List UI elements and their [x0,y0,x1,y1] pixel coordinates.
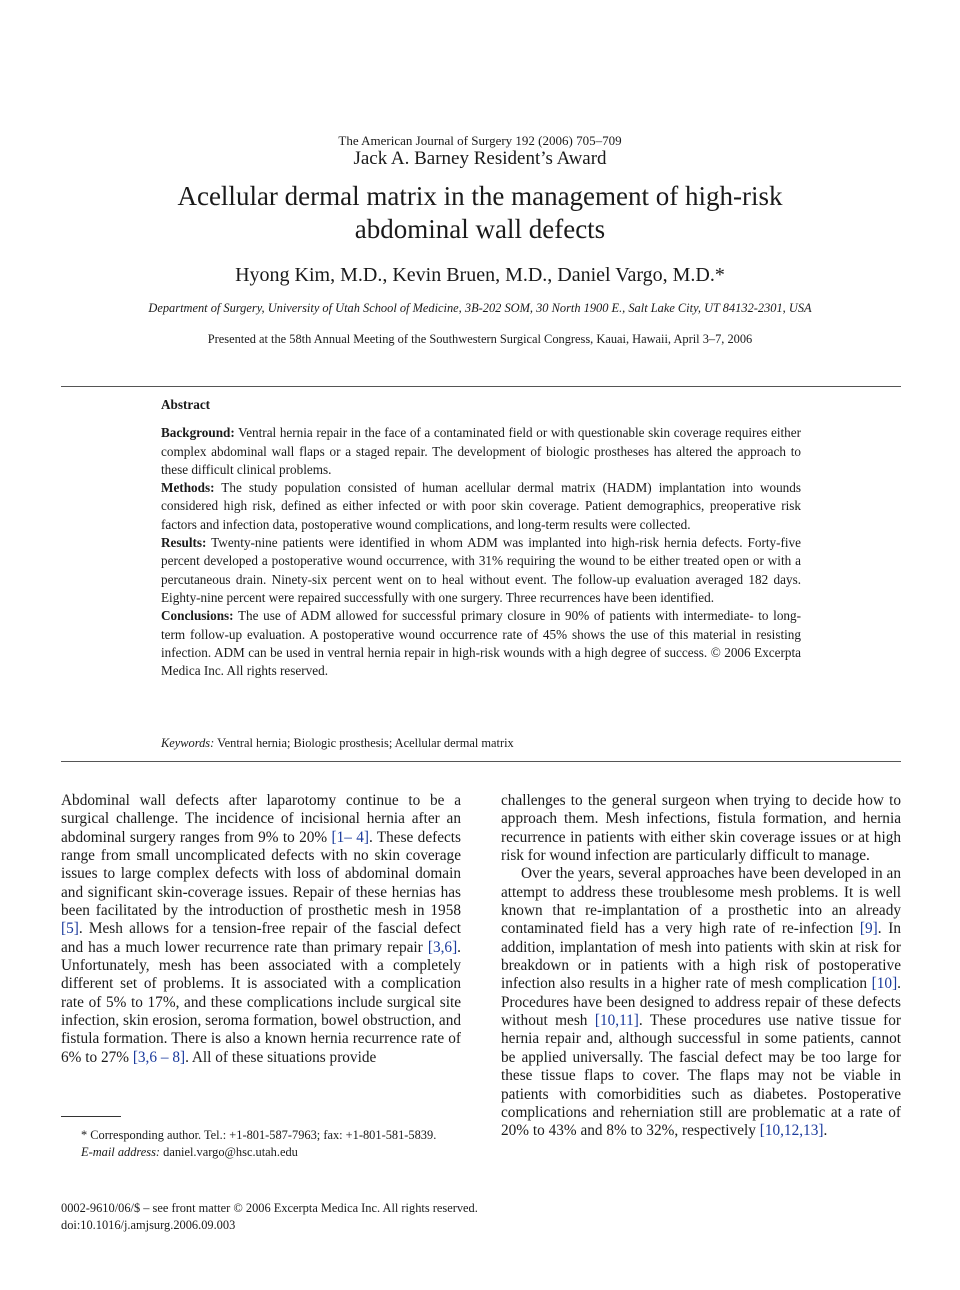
background-label: Background: [161,425,235,441]
citation-link[interactable]: [3,6] [427,938,458,956]
results-text: Twenty-nine patients were identified in whom ADM was implanted into high-risk hernia defects. Forty-five percent developed a postoperative wound occurrence, with 31% requiring the wound to be either treated open or with a percutaneous drain. Ninety-six percent went on to heal without event. The follow-up evaluation averaged 182 days. Eighty-nine percent were repaired successfully with one surgery. Three recurrences have been identified. [161,535,802,605]
top-divider [61,386,901,387]
body-paragraph: challenges to the general surgeon when trying to decide how to approach them. Mesh infections, fistula formation, and hernia recurrence in patients with either skin coverage issues or at high risk for wound infection are particularly difficult to manage. [501,792,901,865]
citation-link[interactable]: [10,12,13] [759,1122,824,1140]
footnote [61,1127,461,1160]
methods-text: The study population consisted of human acellular dermal matrix (HADM) implantation into wounds considered high risk, defined as either infected or with poor skin coverage. Patient demographics, preoperative risk factors and infection data, postoperative wound complications, and long-term results were collected. [161,480,802,532]
article-title-line-2: abdominal wall defects [354,214,606,244]
body-text: . [823,1122,828,1140]
citation-link[interactable]: [10] [871,975,898,993]
copyright-block [61,1200,478,1233]
body-text: . These defects range from small uncomplicated defects with no skin coverage issues to large complex defects with loss of abdominal domain and significant skin-coverage issues. Repair of these hernias has been facilitated by the introduction of prosthetic mesh in 1958 [61,828,461,920]
presentation-note: Presented at the 58th Annual Meeting of the Southwestern Surgical Congress, Kauai, Hawaii, April 3–7, 2006 [207,332,753,346]
body-text: Over the years, several approaches have been developed in an attempt to address these troublesome mesh problems. It is well known that re-implantation of a prosthetic into an already contaminated field has a very high rate of re-infection [501,865,901,938]
abstract-conclusions [161,607,801,680]
citation-link[interactable]: [10,11] [594,1012,639,1030]
abstract-heading: Abstract [161,397,211,412]
body-text: . All of these situations provide [185,1048,377,1066]
article-title-line-1: Acellular dermal matrix in the management of high-risk [177,181,783,211]
results-label: Results: [161,535,207,551]
abstract-background [161,424,801,479]
conclusions-label: Conclusions: [161,608,234,624]
citation-link[interactable]: [1– 4] [331,828,369,846]
email-address[interactable]: daniel.vargo@hsc.utah.edu [163,1144,298,1159]
journal-citation: The American Journal of Surgery 192 (2006) 705–709 [338,133,622,148]
background-text: Ventral hernia repair in the face of a contaminated field or with questionable skin coverage requires either complex abdominal wall flaps or a staged repair. The development of biologic prostheses has altered the approach to these difficult clinical problems. [161,425,801,477]
body-text: . Procedures have been designed to address repair of these defects without mesh [501,975,901,1030]
body-column-right [501,792,901,1141]
keywords-label: Keywords: [161,736,215,750]
body-paragraph [501,865,901,1140]
conclusions-text: The use of ADM allowed for successful primary closure in 90% of patients with intermediate- to long-term follow-up evaluation. A postoperative wound occurrence rate of 45% shows the use of this material in resisting infection. ADM can be used in ventral hernia repair in high-risk wounds with a high degree of success. © 2006 Excerpta Medica Inc. All rights reserved. [161,608,801,679]
abstract-section [161,396,801,680]
keywords-text: Ventral hernia; Biologic prosthesis; Acellular dermal matrix [217,736,514,750]
email-note [61,1144,461,1161]
doi-line: doi:10.1016/j.amjsurg.2006.09.003 [61,1217,236,1232]
body-text: . Mesh allows for a tension-free repair of the fascial defect and has a much lower recurrence rate than primary repair [61,920,461,956]
abstract-methods [161,479,801,534]
body-text: . In addition, implantation of mesh into patients with skin at risk for breakdown or in patients with a high risk of postoperative infection also results in a higher rate of mesh complication [501,920,901,993]
copyright-line: 0002-9610/06/$ – see front matter © 2006 Excerpta Medica Inc. All rights reserved. [61,1201,478,1215]
award-heading: Jack A. Barney Resident’s Award [353,148,607,169]
body-text: Abdominal wall defects after laparotomy continue to be a surgical challenge. The incidence of incisional hernia after an abdominal surgery ranges from 9% to 20% [61,792,461,846]
article-title [0,180,960,246]
footnote-divider [61,1116,121,1117]
body-column-left [61,792,461,1067]
author-list: Hyong Kim, M.D., Kevin Bruen, M.D., Daniel Vargo, M.D.* [235,264,725,286]
email-label: E-mail address: [81,1144,161,1159]
body-paragraph [61,792,461,1067]
corresponding-author-note: * Corresponding author. Tel.: +1-801-587-7963; fax: +1-801-581-5839. [81,1128,437,1142]
citation-link[interactable]: [9] [859,920,878,938]
methods-label: Methods: [161,480,215,496]
body-text: . These procedures use native tissue for hernia repair and, although successful in some patients, cannot be applied universally. The fascial defect may be too large for these tissue flaps to cover. The flaps may not be viable in patients with comorbidities such as diabetes. Postoperative complications and reherniation still are problematic at a rate of 20% to 43% and 8% to 32%, respectively [501,1012,901,1140]
bottom-divider [61,761,901,762]
citation-link[interactable]: [5] [61,920,79,938]
keywords [161,736,514,751]
abstract-results [161,534,801,607]
body-text: . Unfortunately, mesh has been associated with a completely different set of problems. It is associated with a complication rate of 5% to 17%, and these complications include surgical site infection, skin erosion, seroma formation, bowel obstruction, and fistula formation. There is also a known hernia recurrence rate of 6% to 27% [61,938,461,1066]
citation-link[interactable]: [3,6 – 8] [132,1048,186,1066]
author-affiliation: Department of Surgery, University of Utah School of Medicine, 3B-202 SOM, 30 North 1900 E., Salt Lake City, UT 84132-2301, USA [148,301,812,315]
